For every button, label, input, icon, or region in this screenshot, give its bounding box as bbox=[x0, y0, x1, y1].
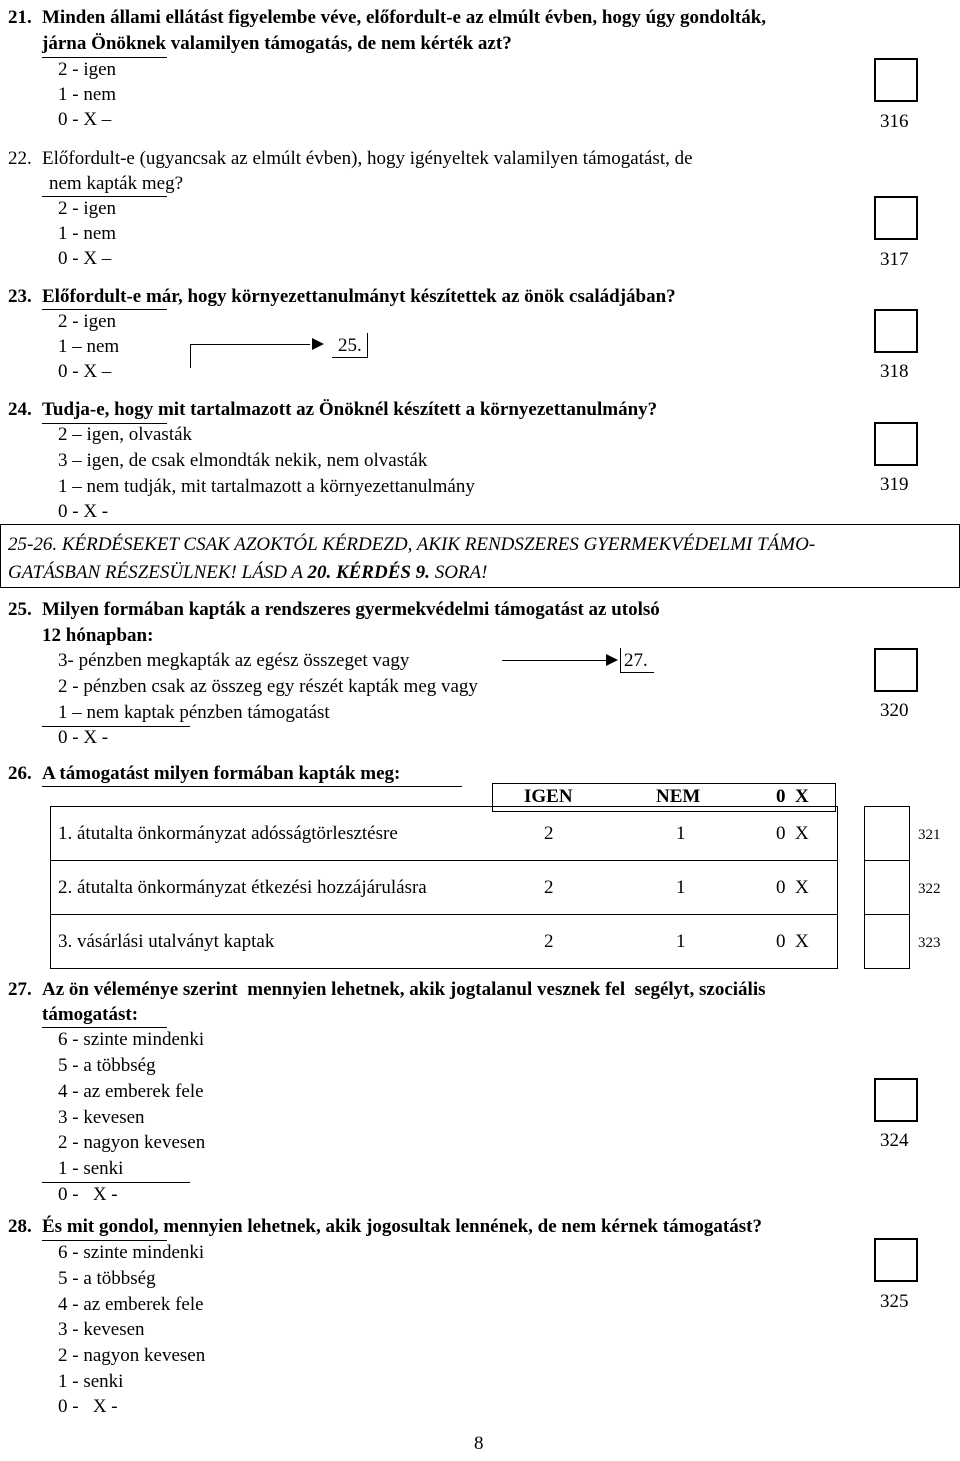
q23-skip-arrow-stem bbox=[190, 344, 191, 368]
q26-row-2-nem[interactable]: 1 bbox=[676, 877, 686, 898]
q26-rule bbox=[42, 786, 462, 787]
q26-row-3-code: 323 bbox=[918, 935, 941, 951]
q28-option-1[interactable]: 1 - senki bbox=[58, 1371, 124, 1392]
q27-question-line2: támogatást: bbox=[42, 1004, 139, 1025]
q25-option-1[interactable]: 1 – nem kaptak pénzben támogatást bbox=[58, 702, 330, 723]
q25-question-line2: 12 hónapban: bbox=[42, 625, 154, 646]
q25-option-2[interactable]: 2 - pénzben csak az összeg egy részét kapták meg vagy bbox=[58, 676, 478, 697]
q28-code: 325 bbox=[880, 1291, 909, 1312]
q27-answer-box[interactable] bbox=[874, 1078, 918, 1122]
instruction-line2: GATÁSBAN RÉSZESÜLNEK! LÁSD A 20. KÉRDÉS 9. SORA! bbox=[8, 562, 488, 583]
q26-row-1-label: 1. átutalta önkormányzat adósságtörlesztésre bbox=[58, 823, 398, 844]
q24-option-1[interactable]: 2 – igen, olvasták bbox=[58, 424, 193, 445]
q22-question-line2: nem kapták meg? bbox=[49, 173, 184, 194]
q28-option-x[interactable]: 0 - X - bbox=[58, 1396, 118, 1417]
instruction-line1: 25-26. KÉRDÉSEKET CSAK AZOKTÓL KÉRDEZD, AKIK RENDSZERES GYERMEKVÉDELMI TÁMO- bbox=[8, 534, 816, 555]
q23-option-nem[interactable]: 1 – nem bbox=[58, 336, 120, 357]
q26-row-1-answer-box[interactable] bbox=[864, 806, 910, 861]
q27-option-5[interactable]: 5 - a többség bbox=[58, 1055, 156, 1076]
q26-header-x: 0 X bbox=[776, 786, 809, 807]
q25-skip-arrowhead bbox=[606, 654, 618, 666]
q26-header-nem: NEM bbox=[656, 786, 701, 807]
q21-option-nem[interactable]: 1 - nem bbox=[58, 84, 117, 105]
q23-skip-target: 25. bbox=[338, 335, 362, 356]
q27-option-1[interactable]: 1 - senki bbox=[58, 1158, 124, 1179]
q26-row-1-nem[interactable]: 1 bbox=[676, 823, 686, 844]
q23-option-x[interactable]: 0 - X – bbox=[58, 361, 112, 382]
q26-row-2-igen[interactable]: 2 bbox=[544, 877, 554, 898]
q24-number: 24. bbox=[8, 399, 32, 420]
q24-code: 319 bbox=[880, 474, 909, 495]
q21-code: 316 bbox=[880, 111, 909, 132]
q23-number: 23. bbox=[8, 286, 32, 307]
q26-row-3-answer-box[interactable] bbox=[864, 914, 910, 969]
q27-option-6[interactable]: 6 - szinte mindenki bbox=[58, 1029, 205, 1050]
q27-code: 324 bbox=[880, 1130, 909, 1151]
q24-option-3[interactable]: 1 – nem tudják, mit tartalmazott a környezettanulmány bbox=[58, 476, 475, 497]
q22-option-igen[interactable]: 2 - igen bbox=[58, 198, 117, 219]
q26-row-3-label: 3. vásárlási utalványt kaptak bbox=[58, 931, 275, 952]
q28-option-5[interactable]: 5 - a többség bbox=[58, 1268, 156, 1289]
q24-option-2[interactable]: 3 – igen, de csak elmondták nekik, nem olvasták bbox=[58, 450, 428, 471]
q26-header-igen: IGEN bbox=[524, 786, 573, 807]
q27-question-line1: Az ön véleménye szerint mennyien lehetnek, akik jogtalanul vesznek fel segélyt, szociális bbox=[42, 979, 766, 1000]
q24-question-line1: Tudja-e, hogy mit tartalmazott az Önöknél készített a környezettanulmány? bbox=[42, 399, 658, 420]
q26-row-1-code: 321 bbox=[918, 827, 941, 843]
q21-question-line1: Minden állami ellátást figyelembe véve, előfordult-e az elmúlt évben, hogy úgy gondolták, bbox=[42, 7, 767, 28]
q26-row-2-answer-box[interactable] bbox=[864, 860, 910, 915]
q27-number: 27. bbox=[8, 979, 32, 1000]
q23-skip-arrowhead bbox=[312, 338, 324, 350]
page-number: 8 bbox=[474, 1433, 484, 1454]
q28-option-3[interactable]: 3 - kevesen bbox=[58, 1319, 145, 1340]
q26-row-2-x[interactable]: 0 X bbox=[776, 877, 809, 898]
q26-row-3-x[interactable]: 0 X bbox=[776, 931, 809, 952]
q23-question-line1: Előfordult-e már, hogy környezettanulmányt készítettek az önök családjában? bbox=[42, 286, 676, 307]
q27-option-4[interactable]: 4 - az emberek fele bbox=[58, 1081, 204, 1102]
q28-question-line1: És mit gondol, mennyien lehetnek, akik jogosultak lennének, de nem kérnek támogatást? bbox=[42, 1216, 762, 1237]
q26-row-3-igen[interactable]: 2 bbox=[544, 931, 554, 952]
q27-option-3[interactable]: 3 - kevesen bbox=[58, 1107, 145, 1128]
q22-option-nem[interactable]: 1 - nem bbox=[58, 223, 117, 244]
q26-row-1-x[interactable]: 0 X bbox=[776, 823, 809, 844]
q23-option-igen[interactable]: 2 - igen bbox=[58, 311, 117, 332]
q26-title: A támogatást milyen formában kapták meg: bbox=[42, 763, 401, 784]
q24-option-x[interactable]: 0 - X - bbox=[58, 501, 109, 522]
q21-question-line2: járna Önöknek valamilyen támogatás, de nem kérték azt? bbox=[42, 33, 512, 54]
q24-answer-box[interactable] bbox=[874, 422, 918, 466]
q25-skip-target: 27. bbox=[624, 650, 648, 671]
q25-option-3[interactable]: 3- pénzben megkapták az egész összeget vagy bbox=[58, 650, 410, 671]
q25-answer-box[interactable] bbox=[874, 648, 918, 692]
q25-question-line1: Milyen formában kapták a rendszeres gyermekvédelmi támogatást az utolsó bbox=[42, 599, 660, 620]
q25-option-x[interactable]: 0 - X - bbox=[58, 727, 109, 748]
q26-row-2-code: 322 bbox=[918, 881, 941, 897]
q27-option-2[interactable]: 2 - nagyon kevesen bbox=[58, 1132, 206, 1153]
q21-number: 21. bbox=[8, 7, 32, 28]
q28-option-6[interactable]: 6 - szinte mindenki bbox=[58, 1242, 205, 1263]
q25-code: 320 bbox=[880, 700, 909, 721]
q28-number: 28. bbox=[8, 1216, 32, 1237]
q25-number: 25. bbox=[8, 599, 32, 620]
q25-skip-arrow-line bbox=[502, 660, 606, 661]
q23-code: 318 bbox=[880, 361, 909, 382]
q28-option-4[interactable]: 4 - az emberek fele bbox=[58, 1294, 204, 1315]
q23-skip-arrow-line bbox=[190, 344, 310, 345]
q22-answer-box[interactable] bbox=[874, 196, 918, 240]
q28-answer-box[interactable] bbox=[874, 1238, 918, 1282]
q22-question-line1: Előfordult-e (ugyancsak az elmúlt évben), hogy igényeltek valamilyen támogatást, de bbox=[42, 148, 693, 169]
q22-option-x[interactable]: 0 - X – bbox=[58, 248, 112, 269]
q26-number: 26. bbox=[8, 763, 32, 784]
q28-option-2[interactable]: 2 - nagyon kevesen bbox=[58, 1345, 206, 1366]
q22-code: 317 bbox=[880, 249, 909, 270]
q23-answer-box[interactable] bbox=[874, 309, 918, 353]
q27-option-x[interactable]: 0 - X - bbox=[58, 1184, 118, 1205]
q21-answer-box[interactable] bbox=[874, 58, 918, 102]
q21-option-x[interactable]: 0 - X – bbox=[58, 109, 112, 130]
q26-row-2-label: 2. átutalta önkormányzat étkezési hozzájárulásra bbox=[58, 877, 427, 898]
q26-row-1-igen[interactable]: 2 bbox=[544, 823, 554, 844]
q21-option-igen[interactable]: 2 - igen bbox=[58, 59, 117, 80]
q26-row-3-nem[interactable]: 1 bbox=[676, 931, 686, 952]
q22-number: 22. bbox=[8, 148, 32, 169]
